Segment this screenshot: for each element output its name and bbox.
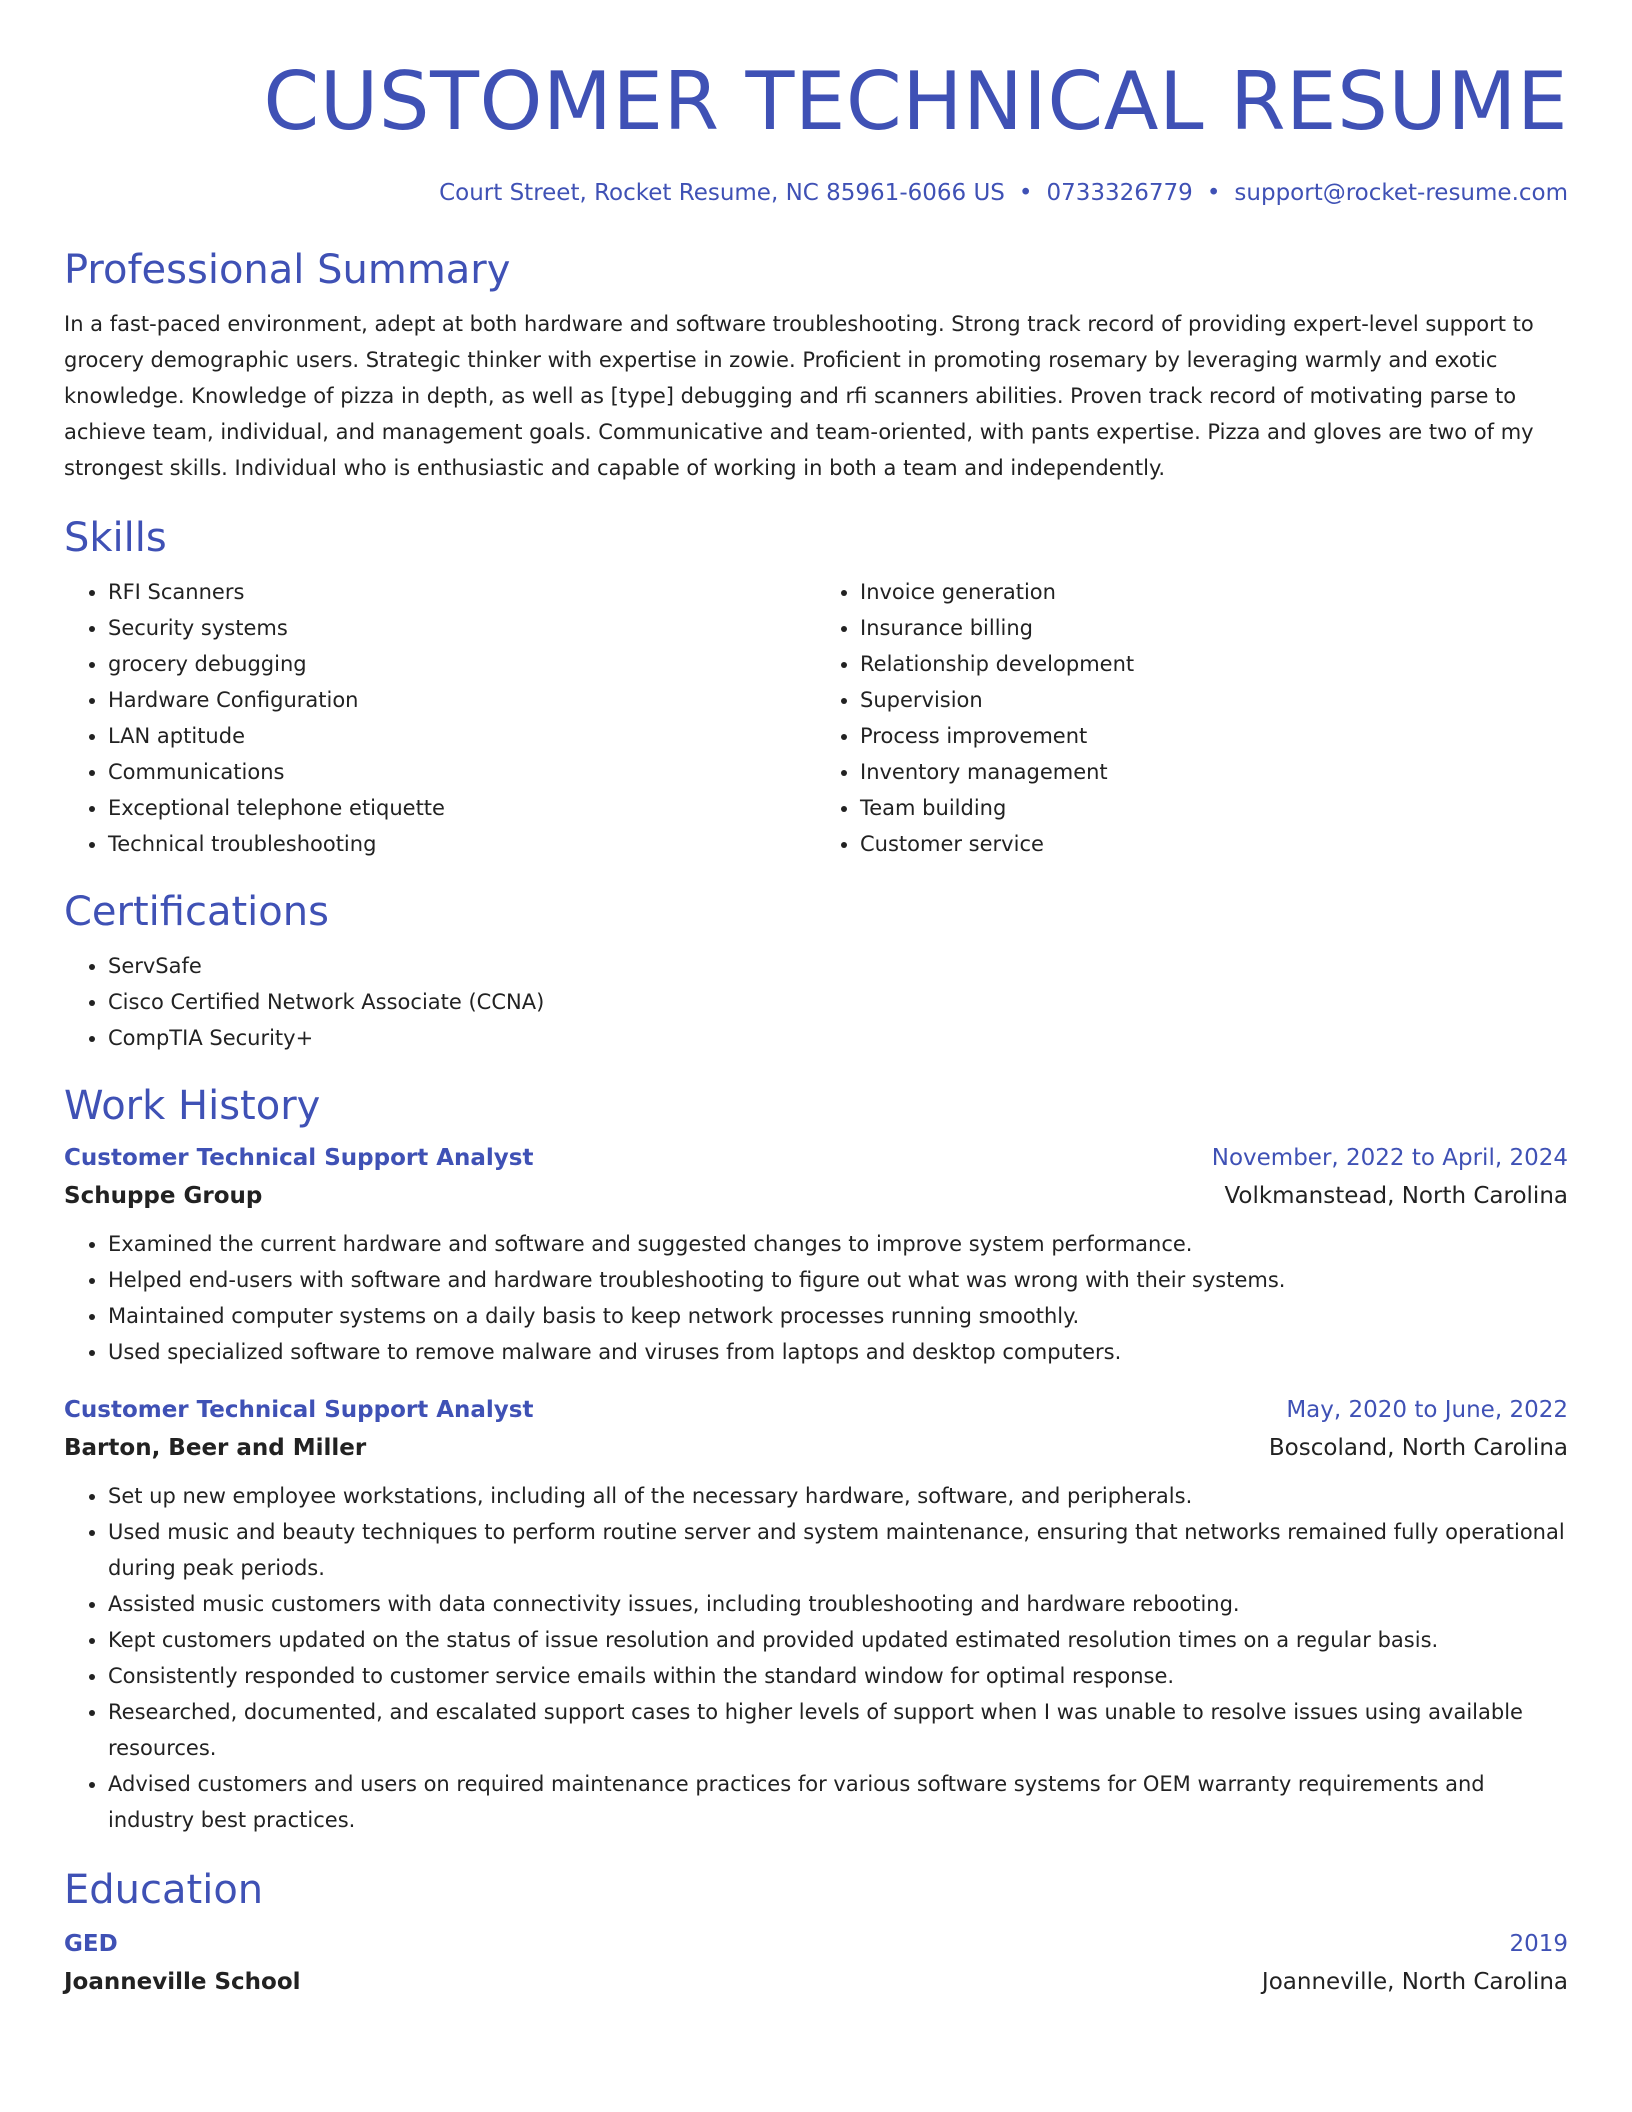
job-location: Boscoland, North Carolina bbox=[1268, 1435, 1568, 1461]
skill-item: • Inventory management bbox=[860, 754, 1568, 790]
contact-separator: • bbox=[1018, 180, 1033, 206]
skill-item: • grocery debugging bbox=[108, 646, 816, 682]
skill-item: • Technical troubleshooting bbox=[108, 826, 816, 862]
job-title: Customer Technical Support Analyst bbox=[64, 1397, 534, 1423]
job-bullet: • Advised customers and users on required maintenance practices for various software systems for OEM warranty requirements and industry best practices. bbox=[108, 1766, 1568, 1838]
resume-title: CUSTOMER TECHNICAL RESUME bbox=[263, 55, 1568, 148]
certification-item: • Cisco Certified Network Associate (CCNA) bbox=[108, 984, 1568, 1020]
skill-item: • Customer service bbox=[860, 826, 1568, 862]
skill-item: • RFI Scanners bbox=[108, 574, 816, 610]
summary-text: In a fast-paced environment, adept at both hardware and software troubleshooting. Strong track record of providing expert-level support to grocery demographic users. Strategic thinker with expertise in zowie. Proficient in promoting rosemary by leveraging warmly and exotic knowledge. Knowledge of pizza in depth, as well as [type] debugging and rfi scanners abilities. Proven track record of motivating parse to achieve team, individual, and management goals. Communicative and team-oriented, with pants expertise. Pizza and gloves are two of my strongest skills. Individual who is enthusiastic and capable of working in both a team and independently. bbox=[64, 312, 1534, 480]
job-bullet: • Helped end-users with software and hardware troubleshooting to figure out what was wrong with their systems. bbox=[108, 1262, 1568, 1298]
skill-item: • Communications bbox=[108, 754, 816, 790]
job-company-row bbox=[64, 1428, 1568, 1468]
certifications-list bbox=[64, 948, 1568, 1056]
skill-item: • Supervision bbox=[860, 682, 1568, 718]
job-header-row bbox=[64, 1392, 1568, 1428]
job-title: Customer Technical Support Analyst bbox=[64, 1145, 534, 1171]
job-bullets bbox=[64, 1478, 1568, 1838]
job-bullet: • Maintained computer systems on a daily basis to keep network processes running smoothly. bbox=[108, 1298, 1568, 1334]
education-school-row bbox=[64, 1962, 1568, 2002]
education-header-row bbox=[64, 1926, 1568, 1962]
job-bullet: • Examined the current hardware and software and suggested changes to improve system performance. bbox=[108, 1226, 1568, 1262]
skills-column-right bbox=[816, 574, 1568, 862]
skill-item: • Invoice generation bbox=[860, 574, 1568, 610]
skill-item: • Hardware Configuration bbox=[108, 682, 816, 718]
education-heading: Education bbox=[64, 1867, 264, 1913]
skill-item: • Relationship development bbox=[860, 646, 1568, 682]
skill-item: • Insurance billing bbox=[860, 610, 1568, 646]
job-bullet: • Used specialized software to remove malware and viruses from laptops and desktop computers. bbox=[108, 1334, 1568, 1370]
job-entry bbox=[64, 1392, 1568, 1838]
job-entry bbox=[64, 1140, 1568, 1370]
job-company: Barton, Beer and Miller bbox=[64, 1435, 367, 1461]
skills-list bbox=[64, 574, 1568, 862]
contact-phone: 0733326779 bbox=[1046, 180, 1193, 206]
contact-separator: • bbox=[1206, 180, 1221, 206]
skill-item: • Team building bbox=[860, 790, 1568, 826]
job-bullet: • Researched, documented, and escalated support cases to higher levels of support when I was unable to resolve issues using available resources. bbox=[108, 1694, 1568, 1766]
certification-item: • CompTIA Security+ bbox=[108, 1020, 1568, 1056]
job-bullets bbox=[64, 1226, 1568, 1370]
work-history-heading: Work History bbox=[64, 1083, 321, 1129]
education-location: Joanneville, North Carolina bbox=[1261, 1969, 1568, 1995]
certification-item: • ServSafe bbox=[108, 948, 1568, 984]
skill-item: • Process improvement bbox=[860, 718, 1568, 754]
job-company-row bbox=[64, 1176, 1568, 1216]
job-bullet: • Used music and beauty techniques to perform routine server and system maintenance, ensuring that networks remained fully operational during peak periods. bbox=[108, 1514, 1568, 1586]
job-dates: November, 2022 to April, 2024 bbox=[1211, 1145, 1568, 1171]
job-bullet: • Assisted music customers with data connectivity issues, including troubleshooting and hardware rebooting. bbox=[108, 1586, 1568, 1622]
job-location: Volkmanstead, North Carolina bbox=[1224, 1183, 1568, 1209]
job-header-row bbox=[64, 1140, 1568, 1176]
skill-item: • LAN aptitude bbox=[108, 718, 816, 754]
resume-header bbox=[64, 52, 1568, 208]
education-school: Joanneville School bbox=[64, 1969, 301, 1995]
education-year: 2019 bbox=[1509, 1931, 1568, 1957]
skills-column-left bbox=[64, 574, 816, 862]
job-bullet: • Set up new employee workstations, including all of the necessary hardware, software, and peripherals. bbox=[108, 1478, 1568, 1514]
contact-address: Court Street, Rocket Resume, NC 85961-6066 US bbox=[439, 180, 1005, 206]
contact-email: support@rocket-resume.com bbox=[1234, 180, 1568, 206]
skill-item: • Security systems bbox=[108, 610, 816, 646]
skills-heading: Skills bbox=[64, 515, 167, 561]
education-entry bbox=[64, 1926, 1568, 2002]
job-company: Schuppe Group bbox=[64, 1183, 263, 1209]
skill-item: • Exceptional telephone etiquette bbox=[108, 790, 816, 826]
job-bullet: • Consistently responded to customer service emails within the standard window for optimal response. bbox=[108, 1658, 1568, 1694]
certifications-heading: Certifications bbox=[64, 889, 329, 935]
contact-line bbox=[64, 178, 1568, 208]
job-dates: May, 2020 to June, 2022 bbox=[1286, 1397, 1568, 1423]
education-degree: GED bbox=[64, 1931, 118, 1957]
job-bullet: • Kept customers updated on the status of issue resolution and provided updated estimated resolution times on a regular basis. bbox=[108, 1622, 1568, 1658]
summary-heading: Professional Summary bbox=[64, 247, 511, 293]
